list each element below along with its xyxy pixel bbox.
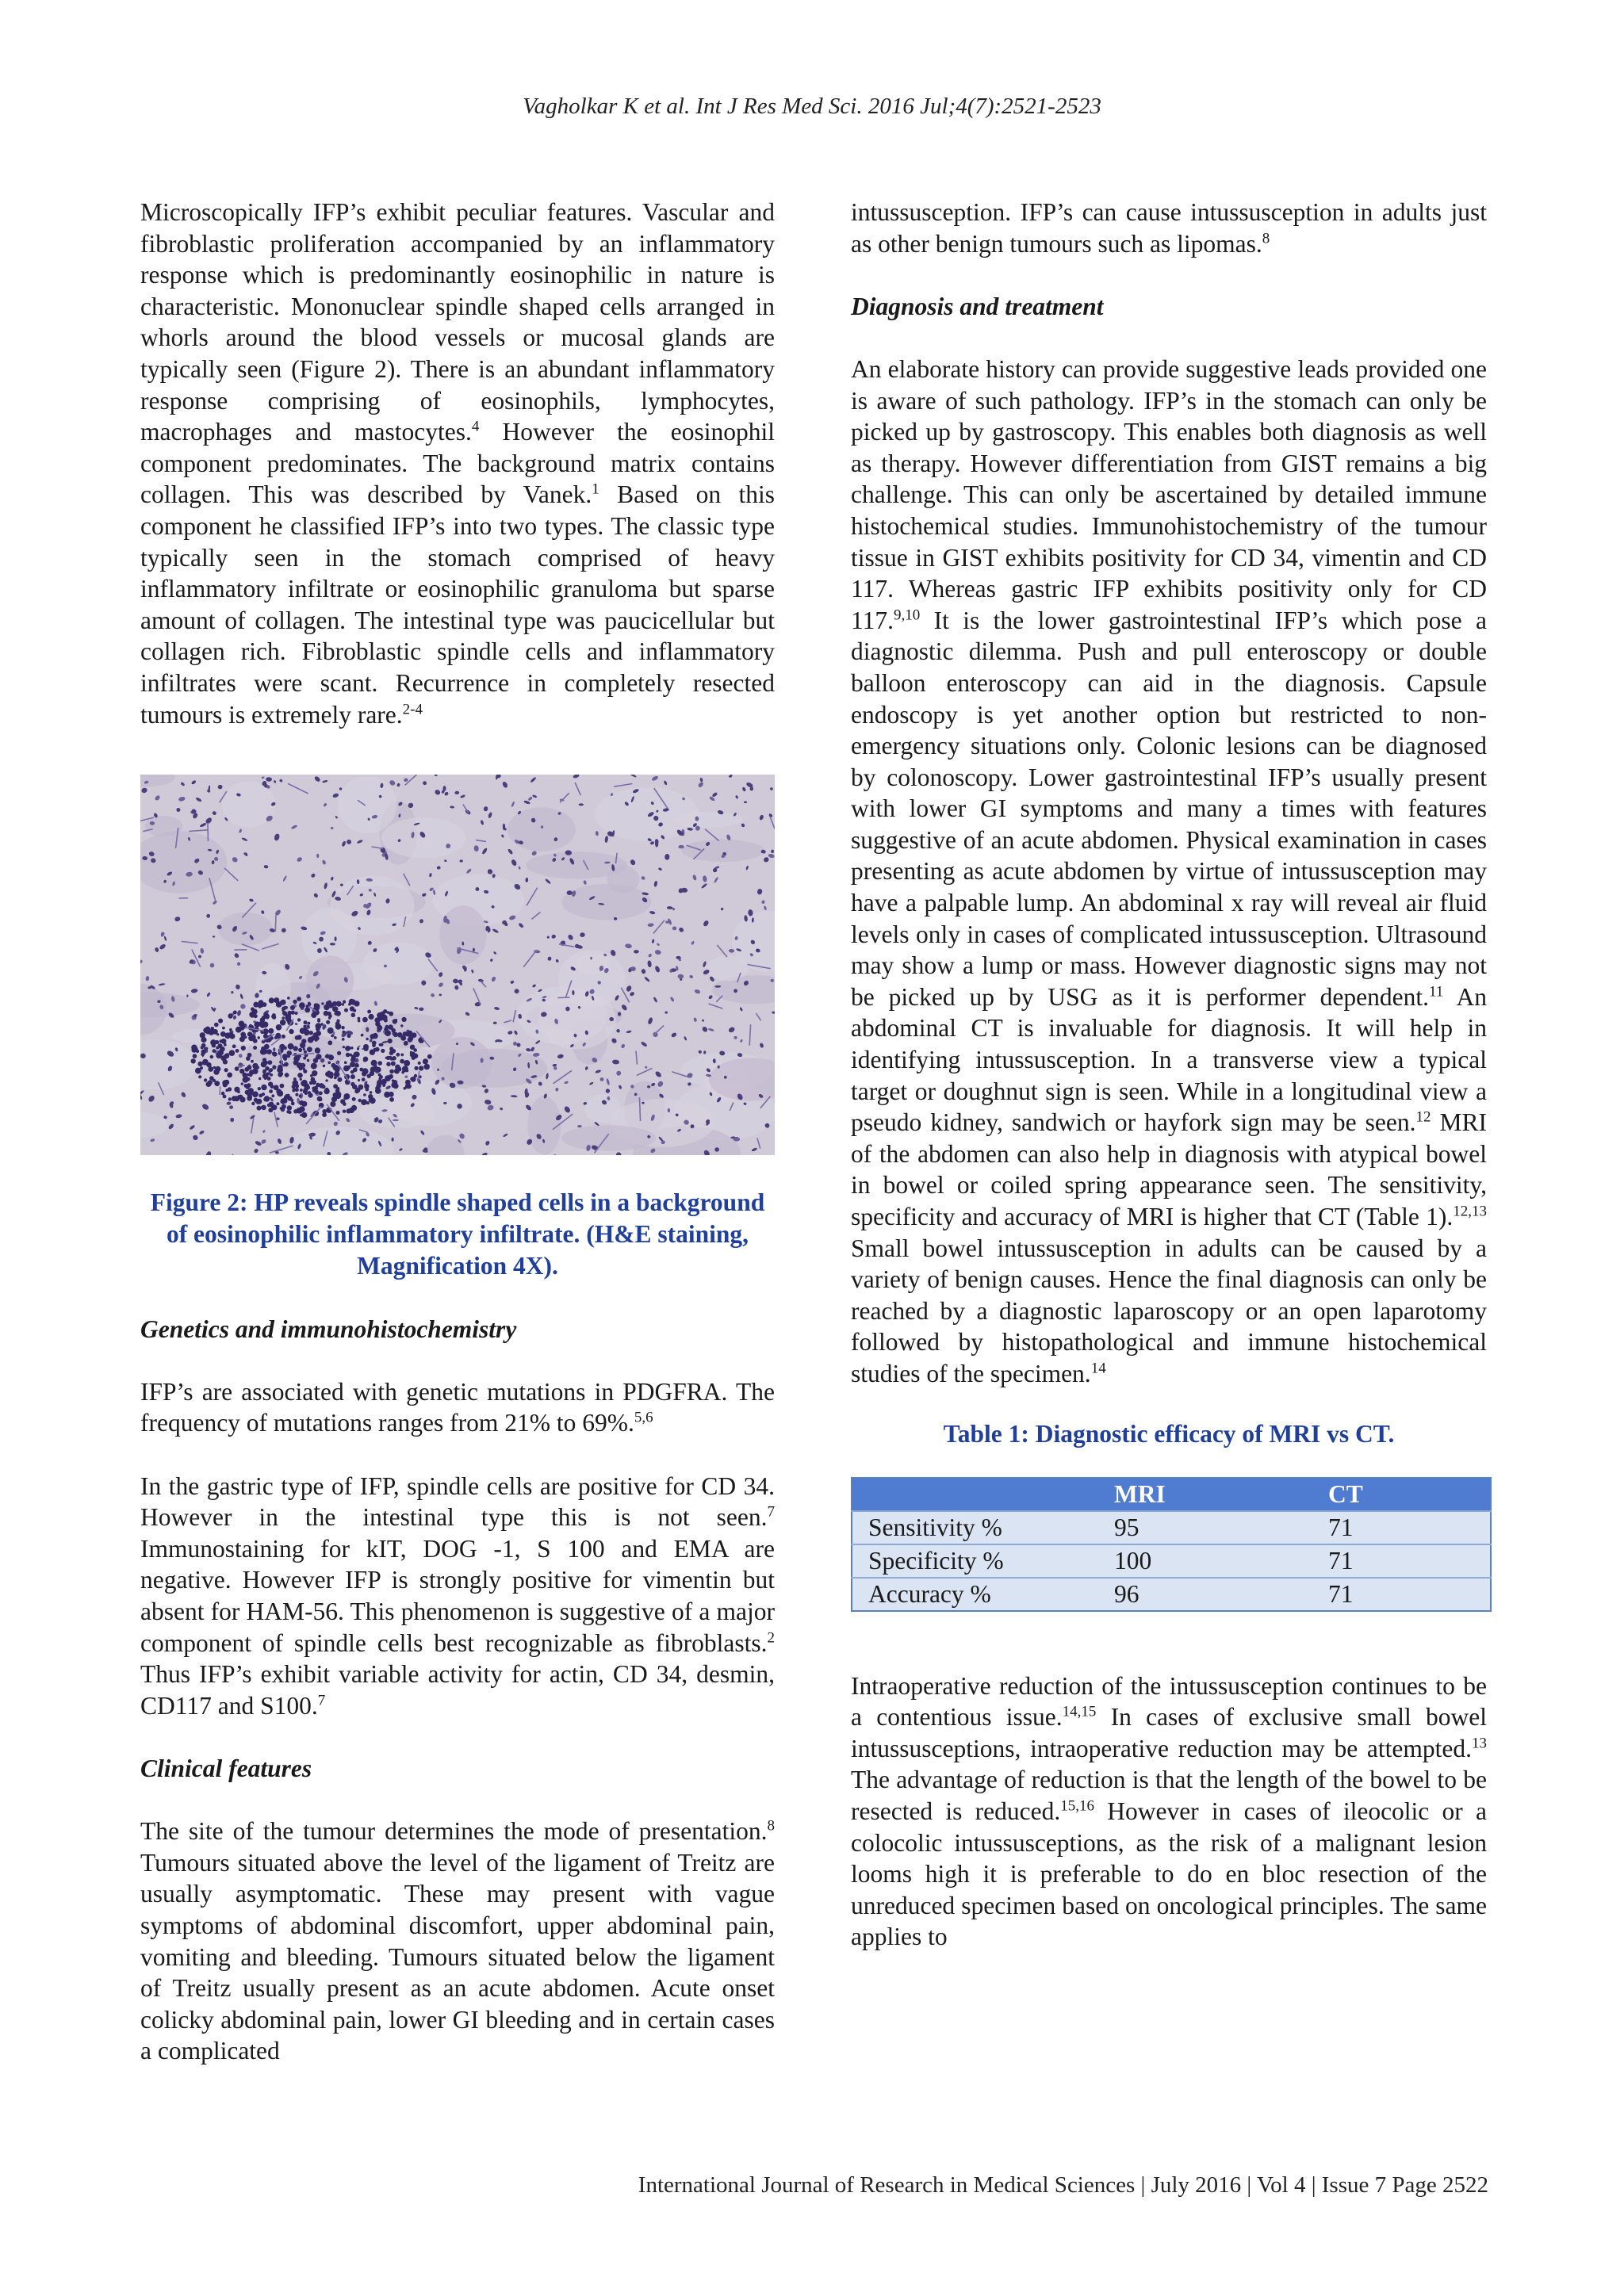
citation: 12 [1415, 1108, 1431, 1126]
paragraph-clinical [140, 1816, 775, 2067]
text-run: In the gastric type of IFP, spindle cells are positive for CD 34. However in the intestinal type this is not seen. [140, 1471, 775, 1532]
table-header-cell: CT [1312, 1478, 1491, 1511]
text-run: The site of the tumour determines the mode of presentation. [140, 1817, 768, 1846]
histology-image [140, 775, 775, 1155]
right-column [851, 197, 1487, 1953]
table-cell: Accuracy % [852, 1578, 1098, 1611]
text-run: Small bowel intussusception in adults can be caused by a variety of benign causes. Hence the final diagnosis can only be reached by a diagnostic laparoscopy or an open laparotomy followed by histopathological and immune histochemical studies of the specimen. [851, 1234, 1487, 1387]
citation: 1 [592, 480, 599, 498]
table-row [852, 1578, 1491, 1611]
table-cell: 71 [1312, 1511, 1491, 1544]
table-cell: 100 [1098, 1544, 1312, 1578]
citation: 7 [317, 1692, 326, 1709]
citation: 13 [1472, 1735, 1487, 1752]
running-header: Vagholkar K et al. Int J Res Med Sci. 2016 Jul;4(7):2521-2523 [523, 94, 1101, 119]
text-run: Immunostaining for kIT, DOG -1, S 100 and EMA are negative. However IFP is strongly positive for vimentin but absent for HAM-56. This phenomenon is suggestive of a major component of spindle cells best recognizable as fibroblasts. [140, 1534, 775, 1657]
text-run: Intraoperative reduction of the intussusception continues to be a contentious issue. [851, 1671, 1487, 1732]
paragraph-microscopy [140, 197, 775, 730]
figure-caption: Figure 2: HP reveals spindle shaped cells in a background of eosinophilic inflammatory infiltrate. (H&E staining, Magnification 4X). [150, 1188, 765, 1280]
citation: 2 [767, 1629, 775, 1647]
heading-genetics: Genetics and immunohistochemistry [140, 1314, 517, 1343]
diagnostic-efficacy-table [851, 1477, 1492, 1612]
citation: 5,6 [634, 1409, 653, 1426]
citation: 8 [767, 1817, 775, 1835]
table-header-cell [852, 1478, 1098, 1511]
text-run: However the eosinophil component predominates. The background matrix contains collagen. This was described by Vanek. [140, 418, 775, 509]
text-run: Based on this component he classified IFP’s into two types. The classic type typically seen in the stomach comprised of heavy inflammatory infiltrate or eosinophilic granuloma but sparse amount of collagen. The intestinal type was paucicellular but collagen rich. Fibroblastic spindle cells and inflammatory infiltrates were scant. Recurrence in completely resected tumours is extremely rare. [140, 480, 775, 729]
table-header-cell: MRI [1098, 1478, 1312, 1511]
text-run: Tumours situated above the level of the ligament of Treitz are usually asymptomatic. These may present with vague symptoms of abdominal discomfort, upper abdominal pain, vomiting and bleeding. Tumours situated below the ligament of Treitz usually present as an acute abdomen. Acute onset colicky abdominal pain, lower GI bleeding and in certain cases a complicated [140, 1848, 775, 2065]
text-run: intussusception. IFP’s can cause intussusception in adults just as other benign tumours such as lipomas. [851, 198, 1487, 258]
paragraph-intussusception [851, 197, 1487, 259]
text-run: MRI of the abdomen can also help in diagnosis with atypical bowel in bowel or coiled spring appearance seen. The sensitivity, specificity and accuracy of MRI is higher that CT (Table 1). [851, 1108, 1487, 1230]
table-row [852, 1544, 1491, 1578]
text-run: The advantage of reduction is that the length of the bowel to be resected is reduced. [851, 1766, 1487, 1825]
heading-diagnosis: Diagnosis and treatment [851, 292, 1104, 320]
citation: 14,15 [1062, 1703, 1097, 1720]
table-cell: 71 [1312, 1578, 1491, 1611]
text-run: It is the lower gastrointestinal IFP’s which pose a diagnostic dilemma. Push and pull enteroscopy or double balloon enteroscopy can aid in the diagnosis. Capsule endoscopy is yet another option but restricted to non-emergency situations only. Colonic lesions can be diagnosed by colonoscopy. Lower gastrointestinal IFP’s usually present with lower GI symptoms and many a times with features suggestive of an acute abdomen. Physical examination in cases presenting as acute abdomen by virtue of intussusception may have a palpable lump. An abdominal x ray will reveal air fluid levels only in cases of complicated intussusception. Ultrasound may show a lump or mass. However diagnostic signs may not be picked up by USG as it is performer dependent. [851, 606, 1487, 1011]
text-run: Microscopically IFP’s exhibit peculiar features. Vascular and fibroblastic proliferation accompanied by an inflammatory response which is predominantly eosinophilic in nature is characteristic. Mononuclear spindle shaped cells arranged in whorls around the blood vessels or mucosal glands are typically seen (Figure 2). There is an abundant inflammatory response comprising of eosinophils, lymphocytes, macrophages and mastocytes. [140, 198, 775, 446]
table-cell: Specificity % [852, 1544, 1098, 1578]
table-caption: Table 1: Diagnostic efficacy of MRI vs CT. [943, 1419, 1395, 1448]
table-cell: 96 [1098, 1578, 1312, 1611]
citation: 14 [1090, 1360, 1106, 1377]
left-column [140, 197, 775, 2067]
citation: 8 [1262, 230, 1270, 247]
table-cell: Sensitivity % [852, 1511, 1098, 1544]
paragraph-immunostaining [140, 1471, 775, 1722]
text-run: An elaborate history can provide suggestive leads provided one is aware of such pathology. IFP’s in the stomach can only be picked up by gastroscopy. This enables both diagnosis as well as therapy. However differentiation from GIST remains a big challenge. This can only be ascertained by detailed immune histochemical studies. Immunohistochemistry of the tumour tissue in GIST exhibits positivity for CD 34, vimentin and CD 117. Whereas gastric IFP exhibits positivity only for CD 117. [851, 354, 1487, 634]
text-run: An abdominal CT is invaluable for diagnosis. It will help in identifying intussusception. In a transverse view a typical target or doughnut sign is seen. While in a longitudinal view a pseudo kidney, sandwich or hayfork sign may be seen. [851, 982, 1487, 1137]
page-footer: International Journal of Research in Medical Sciences | July 2016 | Vol 4 | Issue 7 Page 2522 [638, 2172, 1488, 2198]
text-run: In cases of exclusive small bowel intussusceptions, intraoperative reduction may be attempted. [851, 1703, 1487, 1762]
paragraph-diagnosis [851, 354, 1487, 1390]
text-run: However in cases of ileocolic or a colocolic intussusceptions, as the risk of a malignant lesion looms high it is preferable to do en bloc resection of the unreduced specimen based on oncological principles. The same applies to [851, 1797, 1487, 1951]
paragraph-intraoperative [851, 1670, 1487, 1953]
table-cell: 95 [1098, 1511, 1312, 1544]
text-run: IFP’s are associated with genetic mutations in PDGFRA. The frequency of mutations ranges from 21% to 69%. [140, 1377, 775, 1437]
citation: 7 [767, 1503, 775, 1521]
table-header-row [852, 1478, 1491, 1511]
table-row [852, 1511, 1491, 1544]
table-cell: 71 [1312, 1544, 1491, 1578]
histology-figure [140, 775, 775, 1155]
citation: 11 [1429, 983, 1444, 1001]
text-run: Thus IFP’s exhibit variable activity for actin, CD 34, desmin, CD117 and S100. [140, 1660, 775, 1720]
citation: 2-4 [402, 701, 423, 718]
citation: 9,10 [893, 607, 921, 624]
paragraph-genetics [140, 1376, 775, 1439]
citation: 4 [471, 418, 480, 435]
citation: 15,16 [1060, 1797, 1094, 1815]
heading-clinical: Clinical features [140, 1755, 312, 1782]
citation: 12,13 [1453, 1203, 1487, 1220]
